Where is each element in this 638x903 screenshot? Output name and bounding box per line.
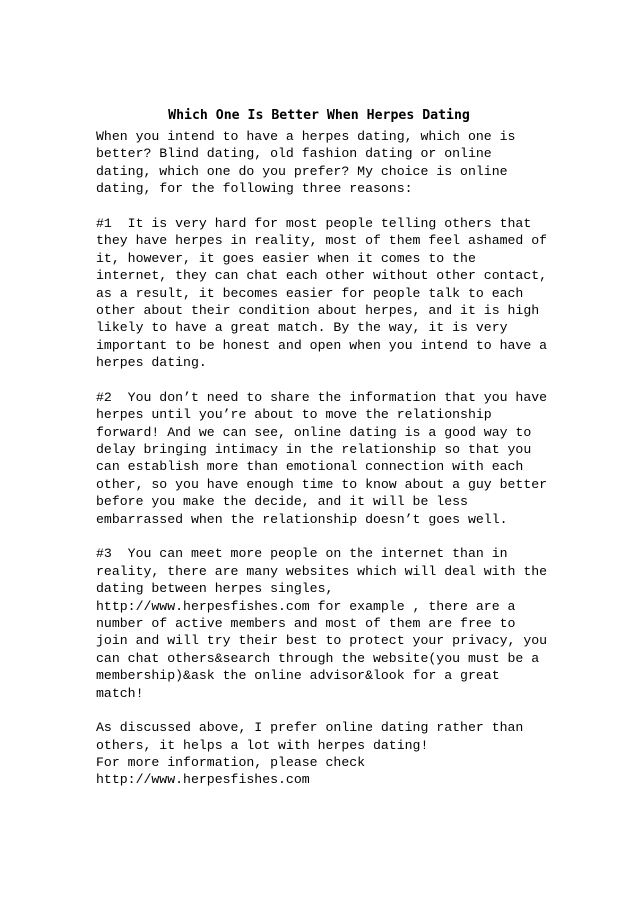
paragraph-reason-2	[96, 389, 548, 528]
text-line: others, it helps a lot with herpes dating!	[96, 737, 429, 753]
text-line: likely to have a great match. By the way, it is very	[96, 320, 508, 336]
text-line: membership)&ask the online advisor&look for a great	[96, 668, 500, 684]
text-line: As discussed above, I prefer online dating rather than	[96, 720, 524, 736]
text-line: internet, they can chat each other without other contact,	[96, 268, 548, 284]
text-line: can chat others&search through the website(you must be a	[96, 650, 540, 666]
text-line: For more information, please check	[96, 755, 366, 771]
text-line: match!	[96, 685, 144, 701]
text-line: join and will try their best to protect your privacy, you	[96, 633, 548, 649]
text-line: http://www.herpesfishes.com for example , there are a	[96, 598, 516, 614]
text-line: forward! And we can see, online dating is a good way to	[96, 424, 532, 440]
text-line: #2 You don’t need to share the information that you have	[96, 389, 548, 405]
paragraph-reason-3	[96, 545, 548, 702]
text-line: delay bringing intimacy in the relationship so that you	[96, 442, 532, 458]
paragraph-conclusion	[96, 719, 542, 789]
text-line: dating between herpes singles,	[96, 581, 334, 597]
document-body	[96, 128, 548, 789]
text-line: before you make the decide, and it will be less	[96, 494, 468, 510]
text-line: as a result, it becomes easier for people talk to each	[96, 285, 524, 301]
text-line: When you intend to have a herpes dating, which one is	[96, 129, 516, 144]
text-line: other about their condition about herpes, and it is high	[96, 302, 540, 318]
text-line: herpes until you’re about to move the relationship	[96, 407, 492, 423]
text-line: #3 You can meet more people on the internet than in	[96, 546, 508, 562]
paragraph-reason-1	[96, 215, 548, 372]
text-line: number of active members and most of them are free to	[96, 615, 516, 631]
text-line: herpes dating.	[96, 355, 207, 371]
text-line: http://www.herpesfishes.com	[96, 772, 310, 788]
text-line: #1 It is very hard for most people telling others that	[96, 215, 532, 231]
text-line: important to be honest and open when you intend to have a	[96, 337, 548, 353]
paragraph-intro	[96, 128, 542, 198]
text-line: dating, which one do you prefer? My choice is online	[96, 163, 508, 179]
document-title: Which One Is Better When Herpes Dating	[168, 108, 470, 123]
text-line: it, however, it goes easier when it comes to the	[96, 250, 476, 266]
text-line: can establish more than emotional connection with each	[96, 459, 524, 475]
text-line: other, so you have enough time to know about a guy better	[96, 476, 548, 492]
text-line: they have herpes in reality, most of them feel ashamed of	[96, 233, 548, 249]
text-line: embarrassed when the relationship doesn’t goes well.	[96, 511, 508, 527]
text-line: reality, there are many websites which will deal with the	[96, 563, 548, 579]
text-line: better? Blind dating, old fashion dating or online	[96, 146, 492, 162]
text-line: dating, for the following three reasons:	[96, 181, 413, 197]
